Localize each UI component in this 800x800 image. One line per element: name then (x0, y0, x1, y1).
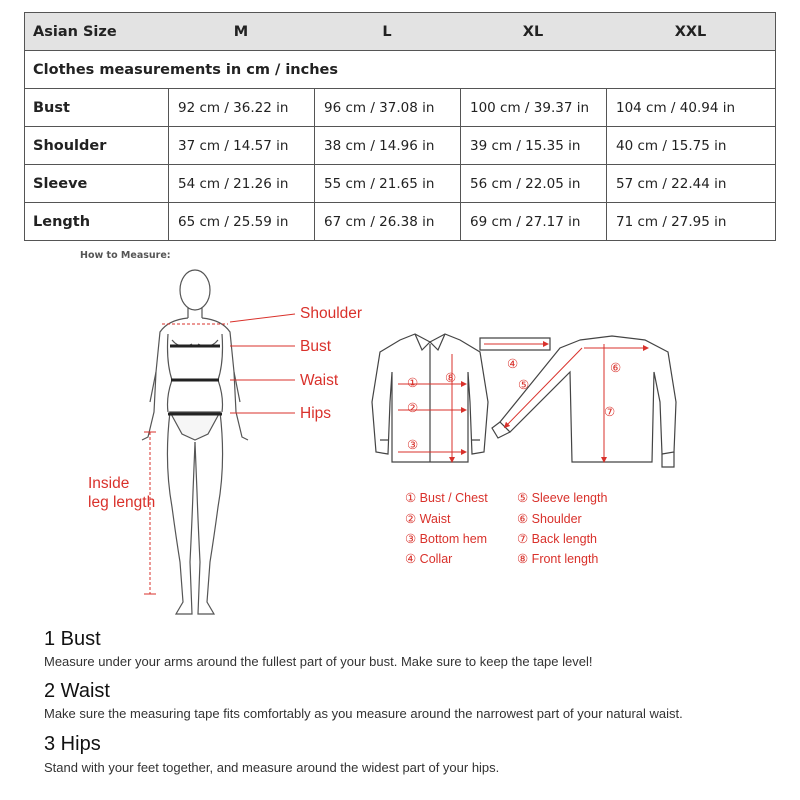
shirt-back-icon (492, 336, 676, 467)
instruction-text-bust: Measure under your arms around the fullest part of your bust. Make sure to keep the tape level! (44, 654, 593, 669)
diagram-mark-1: ① (407, 376, 419, 390)
body-measure-bands (144, 314, 295, 594)
legend-item-4: ④ Collar (405, 552, 453, 566)
shirt-back-measures (506, 344, 646, 460)
diagram-mark-2: ② (407, 401, 419, 415)
header-cell-l: L (382, 23, 392, 40)
label-inside-leg-2: leg length (88, 494, 156, 511)
legend-item-6: ⑥ Shoulder (517, 512, 582, 526)
shirt-front-icon (372, 334, 488, 462)
label-waist: Waist (300, 372, 339, 389)
legend-item-5: ⑤ Sleeve length (517, 491, 608, 505)
diagram-mark-7: ⑦ (604, 405, 616, 419)
table-cell: 104 cm / 40.94 in (606, 89, 775, 126)
header-cell-xl: XL (522, 23, 544, 40)
label-hips: Hips (300, 405, 332, 422)
table-cell: 71 cm / 27.95 in (606, 203, 775, 240)
table-cell: 56 cm / 22.05 in (460, 165, 606, 202)
table-header-row (24, 12, 776, 51)
table-section-row: Clothes measurements in cm / inches (24, 51, 776, 89)
instruction-heading-hips: 3 Hips (44, 733, 101, 755)
instruction-text-hips: Stand with your feet together, and measure around the widest part of your hips. (44, 760, 500, 775)
row-label: Length (33, 213, 91, 230)
diagram-mark-8: ⑧ (445, 371, 457, 385)
how-to-measure-title: How to Measure: (80, 250, 171, 261)
table-row (24, 203, 776, 241)
table-cell: 40 cm / 15.75 in (606, 127, 775, 164)
row-label: Sleeve (33, 175, 88, 192)
instruction-text-waist: Make sure the measuring tape fits comfortably as you measure around the narrowest part of your natural waist. (44, 706, 683, 721)
table-row (24, 89, 776, 127)
legend-item-8: ⑧ Front length (517, 552, 599, 566)
label-shoulder: Shoulder (300, 305, 363, 322)
instruction-heading-bust: 1 Bust (44, 628, 101, 650)
diagram-mark-4: ④ (507, 357, 519, 371)
diagram-mark-5: ⑤ (518, 378, 530, 392)
legend-item-2: ② Waist (405, 512, 451, 526)
table-row (24, 127, 776, 165)
legend-item-7: ⑦ Back length (517, 532, 597, 546)
header-cell-xxl: XXL (674, 23, 707, 40)
table-cell: 96 cm / 37.08 in (314, 89, 460, 126)
header-cell-size-label: Asian Size (33, 23, 117, 40)
table-cell: 65 cm / 25.59 in (168, 203, 314, 240)
measurement-illustration (80, 262, 680, 622)
table-cell: 37 cm / 14.57 in (168, 127, 314, 164)
table-cell: 69 cm / 27.17 in (460, 203, 606, 240)
table-cell: 39 cm / 15.35 in (460, 127, 606, 164)
diagram-mark-3: ③ (407, 438, 419, 452)
table-cell: 100 cm / 39.37 in (460, 89, 606, 126)
instruction-heading-waist: 2 Waist (44, 680, 110, 702)
label-bust: Bust (300, 338, 332, 355)
table-cell: 57 cm / 22.44 in (606, 165, 775, 202)
legend-item-3: ③ Bottom hem (405, 532, 488, 546)
diagram-mark-6: ⑥ (610, 361, 622, 375)
legend-item-1: ① Bust / Chest (405, 491, 488, 505)
table-cell: 55 cm / 21.65 in (314, 165, 460, 202)
body-measure-bands-black (168, 346, 222, 414)
table-cell: 92 cm / 36.22 in (168, 89, 314, 126)
table-cell: 67 cm / 26.38 in (314, 203, 460, 240)
size-table (24, 12, 776, 241)
table-cell: 38 cm / 14.96 in (314, 127, 460, 164)
header-cell-m: M (233, 23, 249, 40)
row-label: Bust (33, 99, 70, 116)
table-row (24, 165, 776, 203)
label-inside-leg-1: Inside (88, 475, 130, 492)
table-cell: 54 cm / 21.26 in (168, 165, 314, 202)
row-label: Shoulder (33, 137, 107, 154)
